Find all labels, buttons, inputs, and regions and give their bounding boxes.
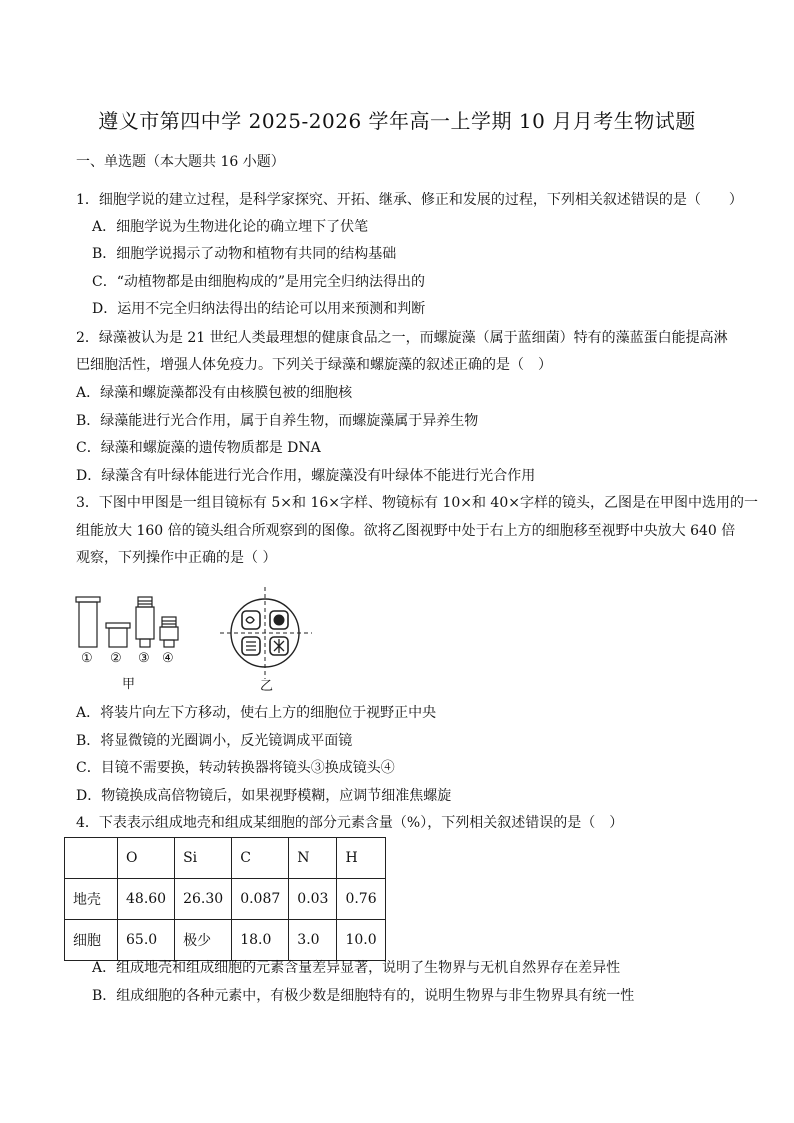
table-cell: Si [175,838,232,879]
question-1-option-b: B．细胞学说揭示了动物和植物有共同的结构基础 [92,246,397,262]
table-header-row [65,838,386,879]
table-cell: 10.0 [337,920,385,961]
question-4-option-a: A．组成地壳和组成细胞的元素含量差异显著，说明了生物界与无机自然界存在差异性 [92,960,621,976]
table-cell: C [232,838,289,879]
lens-label-4: ④ [162,651,174,666]
table-cell: 48.60 [118,879,175,920]
question-2-option-a: A．绿藻和螺旋藻都没有由核膜包被的细胞核 [76,385,353,401]
question-3-option-b: B．将显微镜的光圈调小，反光镜调成平面镜 [76,733,353,749]
table-cell: 细胞 [65,920,118,961]
question-1-option-d: D．运用不完全归纳法得出的结论可以用来预测和判断 [92,301,426,317]
field-of-view-icon [220,587,312,679]
lens-label-3: ③ [138,651,150,666]
question-3-option-c: C．目镜不需要换，转动转换器将镜头③换成镜头④ [76,760,395,776]
question-3-stem-line1: 3．下图中甲图是一组目镜标有 5×和 16×字样、物镜标有 10×和 40×字样的镜头，乙图是在甲图中选用的一 [76,495,758,511]
question-3-stem-line2: 组能放大 160 倍的镜头组合所观察到的图像。欲将乙图视野中处于右上方的细胞移至视野中央放大 640 倍 [76,523,736,539]
lens-3-icon [136,597,154,647]
figure-label-jia: 甲 [122,677,136,692]
page-title: 遵义市第四中学 2025-2026 学年高一上学期 10 月月考生物试题 [98,109,696,133]
table-cell [65,838,118,879]
table-cell: 65.0 [118,920,175,961]
question-3-option-a: A．将装片向左下方移动，使右上方的细胞位于视野正中央 [76,705,437,721]
table-row [65,879,386,920]
lens-1-icon [76,597,100,647]
lens-label-1: ① [81,651,93,666]
table-cell: 地壳 [65,879,118,920]
lens-and-field-diagram [70,583,350,693]
section-heading: 一、单选题（本大题共 16 小题） [76,154,285,170]
table-cell: 3.0 [289,920,337,961]
question-4-option-b: B．组成细胞的各种元素中，有极少数是细胞特有的，说明生物界与非生物界具有统一性 [92,988,635,1004]
table-cell: 18.0 [232,920,289,961]
microscope-figure [70,583,350,693]
table-cell: N [289,838,337,879]
element-content-table [64,837,386,961]
question-2-stem-line2: 巴细胞活性，增强人体免疫力。下列关于绿藻和螺旋藻的叙述正确的是（ ） [76,357,552,373]
question-1-stem: 1．细胞学说的建立过程，是科学家探究、开拓、继承、修正和发展的过程，下列相关叙述错误的是（ ） [76,192,743,208]
table-cell: 26.30 [175,879,232,920]
table-cell: 0.03 [289,879,337,920]
question-4-stem: 4．下表表示组成地壳和组成某细胞的部分元素含量（%），下列相关叙述错误的是（ ） [76,815,624,831]
question-3-stem-line3: 观察，下列操作中正确的是（ ） [76,550,277,566]
question-2-option-d: D．绿藻含有叶绿体能进行光合作用，螺旋藻没有叶绿体不能进行光合作用 [76,468,536,484]
table-cell: H [337,838,385,879]
question-3-option-d: D．物镜换成高倍物镜后，如果视野模糊，应调节细准焦螺旋 [76,788,452,804]
table-cell: 0.087 [232,879,289,920]
question-1-option-a: A．细胞学说为生物进化论的确立埋下了伏笔 [92,219,369,235]
table-cell: 0.76 [337,879,385,920]
table-cell: 极少 [175,920,232,961]
question-2-option-b: B．绿藻能进行光合作用，属于自养生物，而螺旋藻属于异养生物 [76,413,479,429]
table-row [65,920,386,961]
lens-label-2: ② [110,651,122,666]
lens-2-icon [106,623,130,647]
table-cell: O [118,838,175,879]
question-2-option-c: C．绿藻和螺旋藻的遗传物质都是 DNA [76,440,321,456]
question-2-stem-line1: 2．绿藻被认为是 21 世纪人类最理想的健康食品之一，而螺旋藻（属于蓝细菌）特有的藻蓝蛋白能提高淋 [76,330,728,346]
question-1-option-c: C．“动植物都是由细胞构成的”是用完全归纳法得出的 [92,274,426,290]
figure-label-yi: 乙 [260,679,274,694]
lens-4-icon [160,617,178,647]
